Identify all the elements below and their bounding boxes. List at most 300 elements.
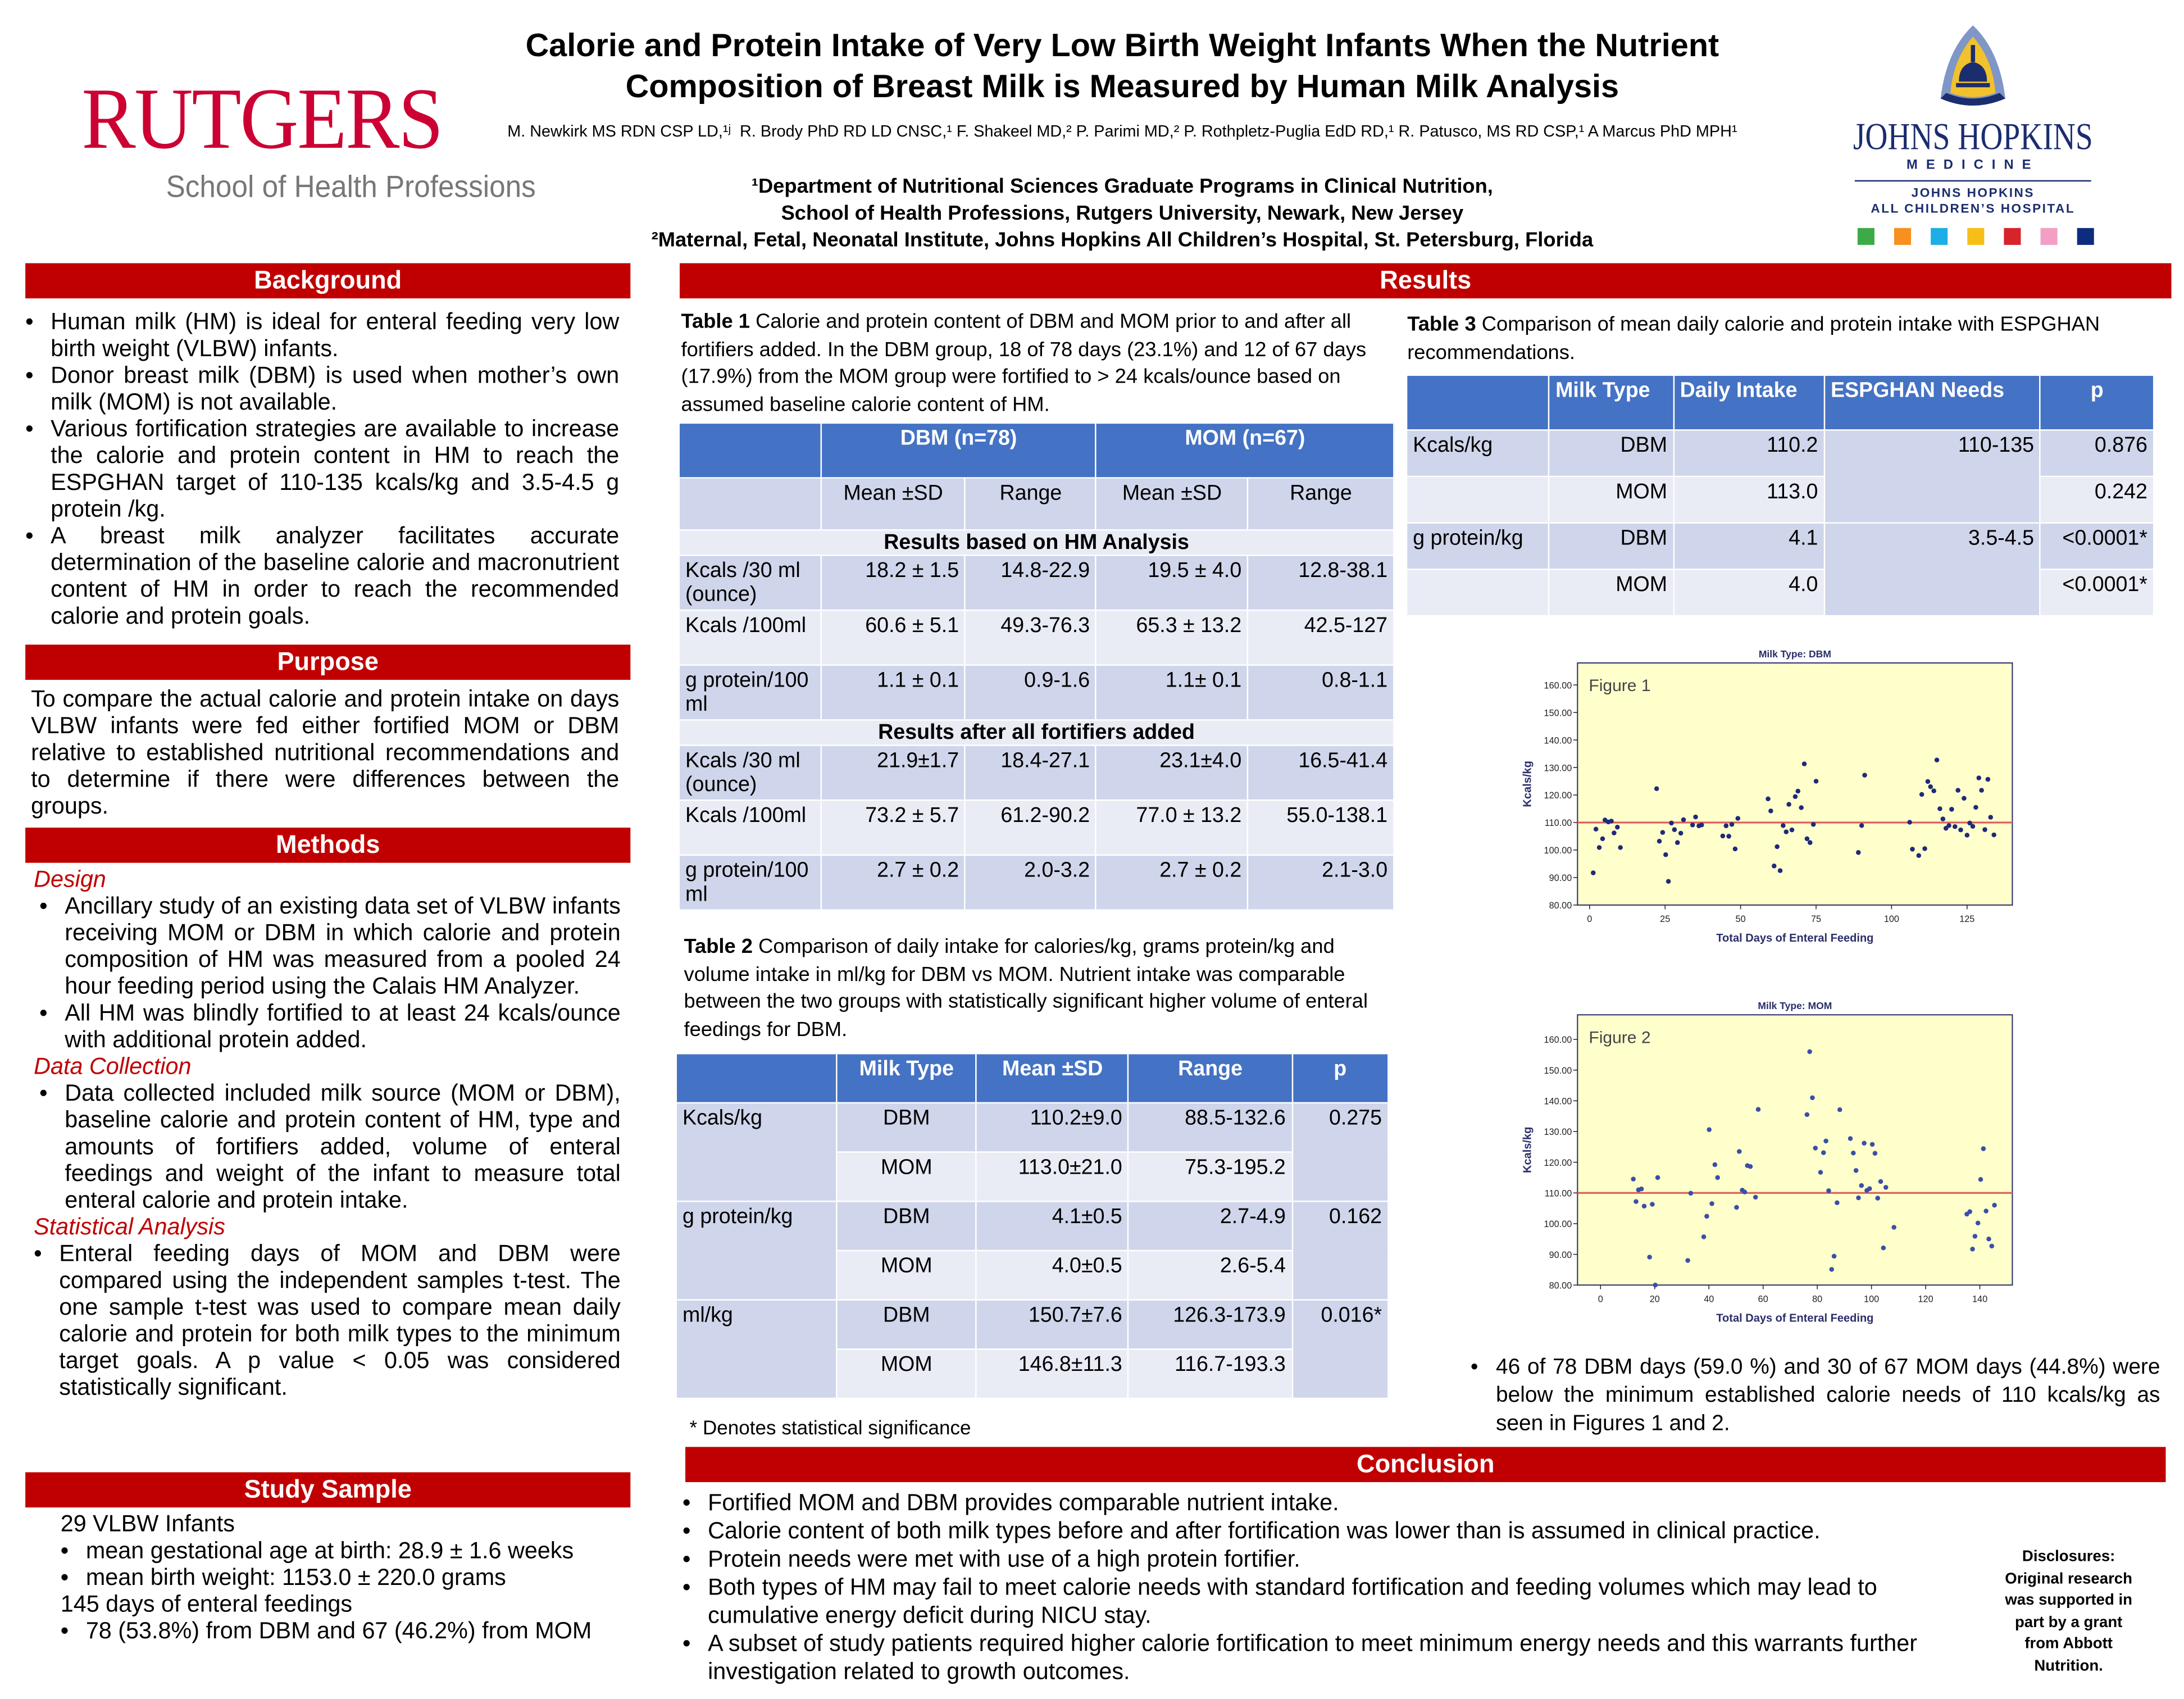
data-point (1971, 824, 1976, 829)
data-point (1660, 830, 1666, 835)
data-point (1977, 775, 1982, 780)
table-cell: ml/kg (676, 1300, 837, 1398)
data-point (1811, 822, 1816, 827)
conclusion-list (683, 1489, 1977, 1687)
data-point (1742, 1189, 1748, 1194)
table-cell: 16.5-41.4 (1248, 746, 1394, 801)
data-point (1778, 868, 1783, 873)
data-point (1986, 777, 1991, 782)
data-point (1926, 779, 1931, 784)
data-point (1835, 1201, 1840, 1206)
table-cell: 0.9-1.6 (965, 665, 1096, 720)
data-point (1935, 758, 1940, 763)
data-point (1854, 1168, 1859, 1173)
data-point (1988, 815, 1993, 820)
list-item: • Human milk (HM) is ideal for enteral feeding very low birth weight (VLBW) infants. (25, 310, 619, 363)
color-square (1858, 228, 1874, 245)
table-cell: Kcals/kg (1407, 430, 1549, 476)
table-cell: 75.3-195.2 (1129, 1152, 1292, 1202)
table-cell: g protein/100 ml (679, 855, 821, 910)
table-cell: Results based on HM Analysis (679, 530, 1394, 555)
table-cell (676, 1053, 837, 1103)
data-point (1805, 1112, 1810, 1117)
table-2 (675, 1053, 1389, 1399)
table-row (679, 746, 1394, 801)
table-cell: 49.3-76.3 (965, 610, 1096, 665)
x-axis-label: Total Days of Enteral Feeding (1716, 1312, 1874, 1325)
study-sample-content: 29 VLBW Infants • mean gestational age at birth: 28.9 ± 1.6 weeks • mean birth weight: 1153.0 ± 220.0 grams 145 days of enteral feedings • 78 (53.8%) from DBM and 67 (46.2%) from MOM (61, 1512, 621, 1646)
affiliations: ¹Department of Nutritional Sciences Graduate Programs in Clinical Nutrition, School of Health Professions, Rutgers University, Newark, New Jersey ²Maternal, Fetal, Neonatal Institute, Johns Hopkins All Children’s Hospital, St. Petersburg, Florida (651, 176, 1594, 252)
table2-footnote: * Denotes statistical significance (689, 1416, 971, 1439)
table-cell: 110.2 (1673, 430, 1824, 476)
data-point (1973, 1234, 1978, 1239)
data-point (1953, 824, 1958, 829)
y-tick-label: 80.00 (1549, 901, 1572, 911)
table-cell: 73.2 ± 5.7 (821, 800, 966, 855)
table-cell: 18.2 ± 1.5 (821, 555, 966, 610)
data-point (1856, 850, 1861, 855)
data-point (1981, 1146, 1986, 1151)
data-point (1958, 828, 1963, 833)
data-point (1917, 853, 1922, 858)
data-point (1970, 1247, 1975, 1252)
data-point (1859, 1183, 1864, 1188)
table-cell: 1.1± 0.1 (1096, 665, 1248, 720)
methods-content (34, 867, 621, 1402)
table-cell: Mean ±SD (976, 1053, 1129, 1103)
data-point (1818, 1170, 1823, 1175)
table-row (679, 555, 1394, 610)
data-point (1973, 805, 1978, 810)
data-point (1946, 823, 1951, 828)
divider (1855, 180, 2091, 182)
y-tick-label: 80.00 (1549, 1280, 1572, 1291)
table-cell: g protein/100 ml (679, 665, 821, 720)
data-point (1875, 1196, 1880, 1201)
data-point (1813, 1146, 1818, 1151)
data-point (1766, 797, 1771, 802)
y-tick-label: 120.00 (1544, 1157, 1572, 1168)
color-square (1894, 228, 1911, 245)
data-point (1726, 834, 1731, 839)
data-point (1986, 1237, 1991, 1242)
data-point (1983, 1209, 1989, 1214)
background-heading: Background (25, 263, 630, 298)
data-point (1707, 1127, 1712, 1132)
table-cell (679, 423, 821, 478)
data-point (1907, 820, 1912, 825)
data-collection-label: Data Collection (34, 1054, 192, 1080)
data-point (1805, 837, 1810, 842)
list-item: • Fortified MOM and DBM provides comparable nutrient intake. (683, 1489, 1977, 1518)
y-tick-label: 90.00 (1549, 873, 1572, 884)
data-point (1949, 807, 1954, 812)
data-point (1666, 879, 1671, 884)
table-row (679, 855, 1394, 910)
table-header-row (1407, 375, 2154, 430)
data-point (1678, 831, 1684, 836)
table-cell: DBM (836, 1300, 976, 1350)
y-tick-label: 140.00 (1544, 1096, 1572, 1107)
table-cell: 55.0-138.1 (1248, 800, 1394, 855)
y-tick-label: 150.00 (1544, 708, 1572, 719)
table-cell: Mean ±SD (821, 478, 966, 530)
table-cell: 0.162 (1292, 1201, 1388, 1300)
data-point (1597, 845, 1602, 850)
color-square (2077, 228, 2094, 245)
design-label: Design (34, 867, 106, 893)
data-point (1701, 1234, 1707, 1239)
table-cell: 110-135 (1824, 430, 2041, 523)
data-point (1873, 1151, 1878, 1156)
table1-caption: Table 1 Calorie and protein content of DBM and MOM prior to and after all fortifiers added. In the DBM group, 18 of 78 days (23.1%) and 12 of 67 days (17.9%) from the MOM group were fortified to > 24 kcals/ounce based on assumed baseline calorie content of HM. (681, 311, 1367, 416)
data-point (1639, 1187, 1644, 1192)
data-point (1862, 773, 1867, 778)
x-tick-label: 125 (1959, 914, 1975, 924)
data-point (1690, 823, 1695, 828)
data-point (1756, 1107, 1761, 1112)
data-point (1699, 823, 1704, 828)
table-cell: 146.8±11.3 (976, 1349, 1129, 1398)
data-point (1978, 1177, 1983, 1182)
data-point (1600, 837, 1605, 842)
table-cell: 0.242 (2040, 476, 2154, 523)
table-cell: 116.7-193.3 (1129, 1349, 1292, 1398)
list-item: • 78 (53.8%) from DBM and 67 (46.2%) from MOM (61, 1619, 621, 1646)
table-cell: 65.3 ± 13.2 (1096, 610, 1248, 665)
table-cell: 113.0±21.0 (976, 1152, 1129, 1202)
table-cell: 2.7-4.9 (1129, 1201, 1292, 1251)
table-cell (1407, 569, 1549, 616)
table-cell: 21.9±1.7 (821, 746, 966, 801)
x-tick-label: 0 (1598, 1294, 1603, 1305)
data-point (1654, 786, 1659, 791)
x-tick-label: 40 (1704, 1294, 1714, 1305)
background-list (25, 310, 619, 630)
table-cell: <0.0001* (2040, 523, 2154, 570)
data-point (1826, 1188, 1831, 1193)
x-tick-label: 100 (1864, 1294, 1880, 1305)
data-point (1931, 788, 1936, 793)
data-point (1793, 794, 1798, 799)
x-tick-label: 50 (1735, 914, 1746, 924)
results-heading: Results (680, 263, 2172, 298)
color-square (1931, 228, 1948, 245)
list-item: • Enteral feeding days of MOM and DBM were compared using the independent samples t-test. The one sample t-test was used to compare mean daily calorie and protein for both milk types to the minimum target goals. A p value < 0.05 was considered statistically significant. (34, 1242, 621, 1402)
table-cell: 61.2-90.2 (965, 800, 1096, 855)
table-row (1407, 430, 2154, 476)
table-cell: MOM (1549, 476, 1674, 523)
data-point (1910, 847, 1915, 852)
x-tick-label: 0 (1587, 914, 1593, 924)
table-cell: Range (965, 478, 1096, 530)
table-cell: DBM (n=78) (821, 423, 1096, 478)
data-point (1992, 1203, 1997, 1208)
rutgers-subtitle: School of Health Professions (166, 169, 536, 205)
data-point (1867, 1186, 1872, 1191)
table-cell: 23.1±4.0 (1096, 746, 1248, 801)
y-tick-label: 130.00 (1544, 1127, 1572, 1138)
table-cell: p (2040, 375, 2154, 430)
table-3 (1406, 374, 2155, 616)
list-item: • Various fortification strategies are available to increase the calorie and protein content in HM to reach the ESPGHAN target of 110-135 kcals/kg and 3.5-4.5 g protein /kg. (25, 417, 619, 524)
data-point (1704, 1214, 1709, 1219)
data-collection-list (34, 1081, 621, 1215)
data-point (1786, 802, 1791, 807)
y-axis-label: Kcals/kg (1521, 761, 1534, 807)
data-point (1919, 792, 1924, 797)
list-item: • All HM was blindly fortified to at least 24 kcals/ounce with additional protein added. (39, 1001, 621, 1054)
figure-label: Figure 2 (1589, 1028, 1651, 1047)
data-point (1955, 788, 1960, 793)
y-tick-label: 90.00 (1549, 1250, 1572, 1260)
data-point (1681, 817, 1686, 823)
table-cell: 0.8-1.1 (1248, 665, 1394, 720)
y-tick-label: 140.00 (1544, 735, 1572, 746)
data-point (1795, 789, 1800, 794)
data-point (1962, 796, 1967, 801)
table-cell: Range (1248, 478, 1394, 530)
table-cell: 2.1-3.0 (1248, 855, 1394, 910)
table-cell: MOM (n=67) (1096, 423, 1394, 478)
table-cell: g protein/kg (1407, 523, 1549, 570)
data-point (1730, 822, 1735, 827)
statistical-analysis-label: Statistical Analysis (34, 1214, 225, 1241)
data-point (1721, 834, 1726, 839)
list-item: • A breast milk analyzer facilitates accurate determination of the baseline calorie and macronutrient content of HM in order to reach the recommended calorie and protein goals. (25, 524, 619, 630)
list-item: • Calorie content of both milk types before and after fortification was lower than is assumed in clinical practice. (683, 1518, 1977, 1546)
table-cell: 2.6-5.4 (1129, 1251, 1292, 1300)
table-cell: 110.2±9.0 (976, 1103, 1129, 1152)
table-row (679, 610, 1394, 665)
data-point (1772, 864, 1777, 869)
table-header-row (676, 1053, 1389, 1103)
data-point (1609, 819, 1614, 824)
list-item: • 46 of 78 DBM days (59.0 %) and 30 of 67 MOM days (44.8%) were below the minimum established calorie needs of 110 kcals/kg as seen in Figures 1 and 2. (1471, 1354, 2160, 1438)
data-point (1982, 827, 1987, 832)
data-point (1802, 761, 1807, 766)
y-tick-label: 130.00 (1544, 763, 1572, 774)
data-point (1713, 1162, 1718, 1168)
statistics-list (34, 1242, 621, 1402)
data-point (1669, 821, 1674, 826)
data-point (1807, 1050, 1812, 1055)
data-point (1790, 828, 1795, 833)
data-point (1891, 1225, 1896, 1230)
table-cell: Kcals /100ml (679, 610, 821, 665)
data-point (1594, 826, 1599, 832)
data-point (1709, 1201, 1714, 1206)
data-point (1672, 827, 1677, 832)
list-item: • Donor breast milk (DBM) is used when mother’s own milk (MOM) is not available. (25, 363, 619, 416)
plot-area (1577, 663, 2012, 905)
table-cell: DBM (1549, 430, 1674, 476)
x-axis-label: Total Days of Enteral Feeding (1716, 932, 1874, 944)
data-point (1689, 1191, 1694, 1196)
rutgers-wordmark: RUTGERS (81, 71, 443, 168)
table-header-row (679, 423, 1394, 478)
plot-area (1577, 1015, 2012, 1285)
table-cell (1407, 476, 1549, 523)
dome-shield-icon (1938, 22, 2008, 110)
table-row (676, 1103, 1389, 1152)
data-point (1781, 823, 1786, 828)
table-cell: MOM (836, 1349, 976, 1398)
data-point (1856, 1196, 1861, 1201)
x-tick-label: 20 (1649, 1294, 1660, 1305)
disclosures: Disclosures: Original research was supported in part by a grant from Abbott Nutrition. (2005, 1548, 2133, 1674)
table-cell: Kcals /30 ml (ounce) (679, 555, 821, 610)
table-cell (1407, 375, 1549, 430)
chart-title: Milk Type: MOM (1758, 1000, 1832, 1012)
table-section-row (679, 720, 1394, 745)
x-tick-label: 140 (1972, 1294, 1988, 1305)
list-item: • Ancillary study of an existing data set of VLBW infants receiving MOM or DBM in which calorie and protein composition of HM was measured from a pooled 24 hour feeding period using the Calais HM Analyzer. (39, 894, 621, 1001)
purpose-text: To compare the actual calorie and protein intake on days VLBW infants were fed either fortified MOM or DBM relative to established nutritional recommendations and to determine if there were differences between the groups. (31, 687, 620, 820)
y-tick-label: 100.00 (1544, 1219, 1572, 1230)
table-cell: 2.7 ± 0.2 (821, 855, 966, 910)
table-cell: 113.0 (1673, 476, 1824, 523)
table-cell: 88.5-132.6 (1129, 1103, 1292, 1152)
table-cell: 126.3-173.9 (1129, 1300, 1292, 1350)
data-point (1612, 830, 1617, 835)
table-cell: 3.5-4.5 (1824, 523, 2041, 616)
list-item: • mean gestational age at birth: 28.9 ± 1.6 weeks (61, 1538, 621, 1565)
x-tick-label: 80 (1812, 1294, 1823, 1305)
color-square (2004, 228, 2021, 245)
data-point (1647, 1255, 1652, 1260)
list-item: • Data collected included milk source (MOM or DBM), baseline calorie and protein content of HM, type and amounts of fortifiers added, volume of enteral feedings and weight of the infant to measure total enteral calorie and protein intake. (39, 1081, 621, 1215)
data-point (1851, 1151, 1856, 1156)
data-point (1967, 1209, 1972, 1214)
table-cell: DBM (836, 1103, 976, 1152)
y-tick-label: 100.00 (1544, 846, 1572, 856)
data-point (1748, 1164, 1753, 1169)
poster-title: Calorie and Protein Intake of Very Low Birth Weight Infants When the Nutrient Composition of Breast Milk is Measured by Human Milk Analysis (525, 26, 1719, 105)
table-cell: Daily Intake (1673, 375, 1824, 430)
table-cell: 4.1±0.5 (976, 1201, 1129, 1251)
data-point (1823, 1139, 1828, 1144)
table-cell: 60.6 ± 5.1 (821, 610, 966, 665)
data-point (1634, 1199, 1639, 1204)
table-row (1407, 476, 2154, 523)
data-point (1848, 1136, 1853, 1141)
data-point (1736, 816, 1741, 821)
data-point (1837, 1107, 1842, 1112)
table-cell: 2.7 ± 0.2 (1096, 855, 1248, 910)
table-cell: Kcals/kg (676, 1103, 837, 1201)
table-row (676, 1201, 1389, 1251)
y-tick-label: 160.00 (1544, 1035, 1572, 1046)
conclusion-heading: Conclusion (685, 1447, 2165, 1482)
table-cell: 18.4-27.1 (965, 746, 1096, 801)
data-point (1878, 1179, 1883, 1184)
table-cell: 2.0-3.2 (965, 855, 1096, 910)
table-cell: 1.1 ± 0.1 (821, 665, 966, 720)
table-1 (679, 423, 1395, 911)
study-sample-list-1 (61, 1538, 621, 1592)
list-item: • mean birth weight: 1153.0 ± 220.0 grams (61, 1565, 621, 1592)
methods-heading: Methods (25, 828, 630, 863)
data-point (1928, 784, 1933, 789)
data-point (1655, 1175, 1660, 1180)
color-squares (1858, 228, 2094, 245)
table-cell: 19.5 ± 4.0 (1096, 555, 1248, 610)
x-tick-label: 120 (1918, 1294, 1933, 1305)
table2-caption: Table 2 Comparison of daily intake for calories/kg, grams protein/kg and volume intake in ml/kg for DBM vs MOM. Nutrient intake was comparable between the two groups with statistically significant higher volume of enteral feedings for DBM. (684, 935, 1368, 1041)
data-point (1829, 1267, 1834, 1272)
table-cell: Milk Type (836, 1053, 976, 1103)
data-point (1832, 1254, 1837, 1259)
data-point (1650, 1202, 1655, 1207)
data-point (1715, 1175, 1720, 1180)
data-point (1693, 815, 1698, 820)
x-tick-label: 75 (1810, 914, 1822, 924)
data-point (1883, 1185, 1889, 1190)
data-point (1810, 1096, 1815, 1101)
table-cell: DBM (1549, 523, 1674, 570)
data-point (1724, 824, 1729, 829)
data-point (1941, 816, 1946, 821)
table-cell (679, 478, 821, 530)
y-tick-label: 150.00 (1544, 1065, 1572, 1076)
study-sample-heading: Study Sample (25, 1472, 630, 1507)
data-point (1653, 1283, 1658, 1288)
data-point (1642, 1204, 1647, 1209)
table-cell: 4.0±0.5 (976, 1251, 1129, 1300)
data-point (1937, 806, 1942, 811)
data-point (1976, 1221, 1981, 1226)
figure-2-scatter (1517, 997, 2024, 1348)
data-point (1753, 1195, 1758, 1200)
table-cell: 4.0 (1673, 569, 1824, 616)
table-row (676, 1300, 1389, 1350)
list-item: • A subset of study patients required higher calorie fortification to meet minimum energy needs and this warrants further investigation related to growth outcomes. (683, 1630, 1977, 1686)
color-square (1967, 228, 1984, 245)
table-row (1407, 569, 2154, 616)
table-cell: Kcals /100ml (679, 800, 821, 855)
table-cell: ESPGHAN Needs (1824, 375, 2041, 430)
data-point (1631, 1176, 1636, 1182)
y-tick-label: 110.00 (1544, 1188, 1572, 1199)
data-point (1591, 870, 1596, 875)
table-cell: Milk Type (1549, 375, 1674, 430)
data-point (1965, 833, 1970, 838)
y-tick-label: 110.00 (1544, 818, 1572, 829)
data-point (1821, 1150, 1826, 1155)
table-cell: MOM (1549, 569, 1674, 616)
table-cell: Kcals /30 ml (ounce) (679, 746, 821, 801)
data-point (1768, 808, 1773, 814)
data-point (1808, 840, 1813, 845)
data-point (1615, 825, 1620, 830)
figure-note (1471, 1354, 2160, 1438)
data-point (1859, 823, 1864, 828)
x-tick-label: 25 (1660, 914, 1671, 924)
table-row (679, 665, 1394, 720)
table-cell: Mean ±SD (1096, 478, 1248, 530)
table3-caption: Table 3 Comparison of mean daily calorie and protein intake with ESPGHAN recommendations. (1407, 314, 2100, 364)
data-point (1881, 1246, 1886, 1251)
list-item: • Protein needs were met with use of a high protein fortifier. (683, 1546, 1977, 1574)
table-cell: 0.876 (2040, 430, 2154, 476)
data-point (1922, 846, 1927, 851)
table-cell: 4.1 (1673, 523, 1824, 570)
data-point (1775, 844, 1780, 850)
data-point (1737, 1149, 1742, 1154)
data-point (1784, 829, 1789, 834)
table-cell: 0.016* (1292, 1300, 1388, 1398)
